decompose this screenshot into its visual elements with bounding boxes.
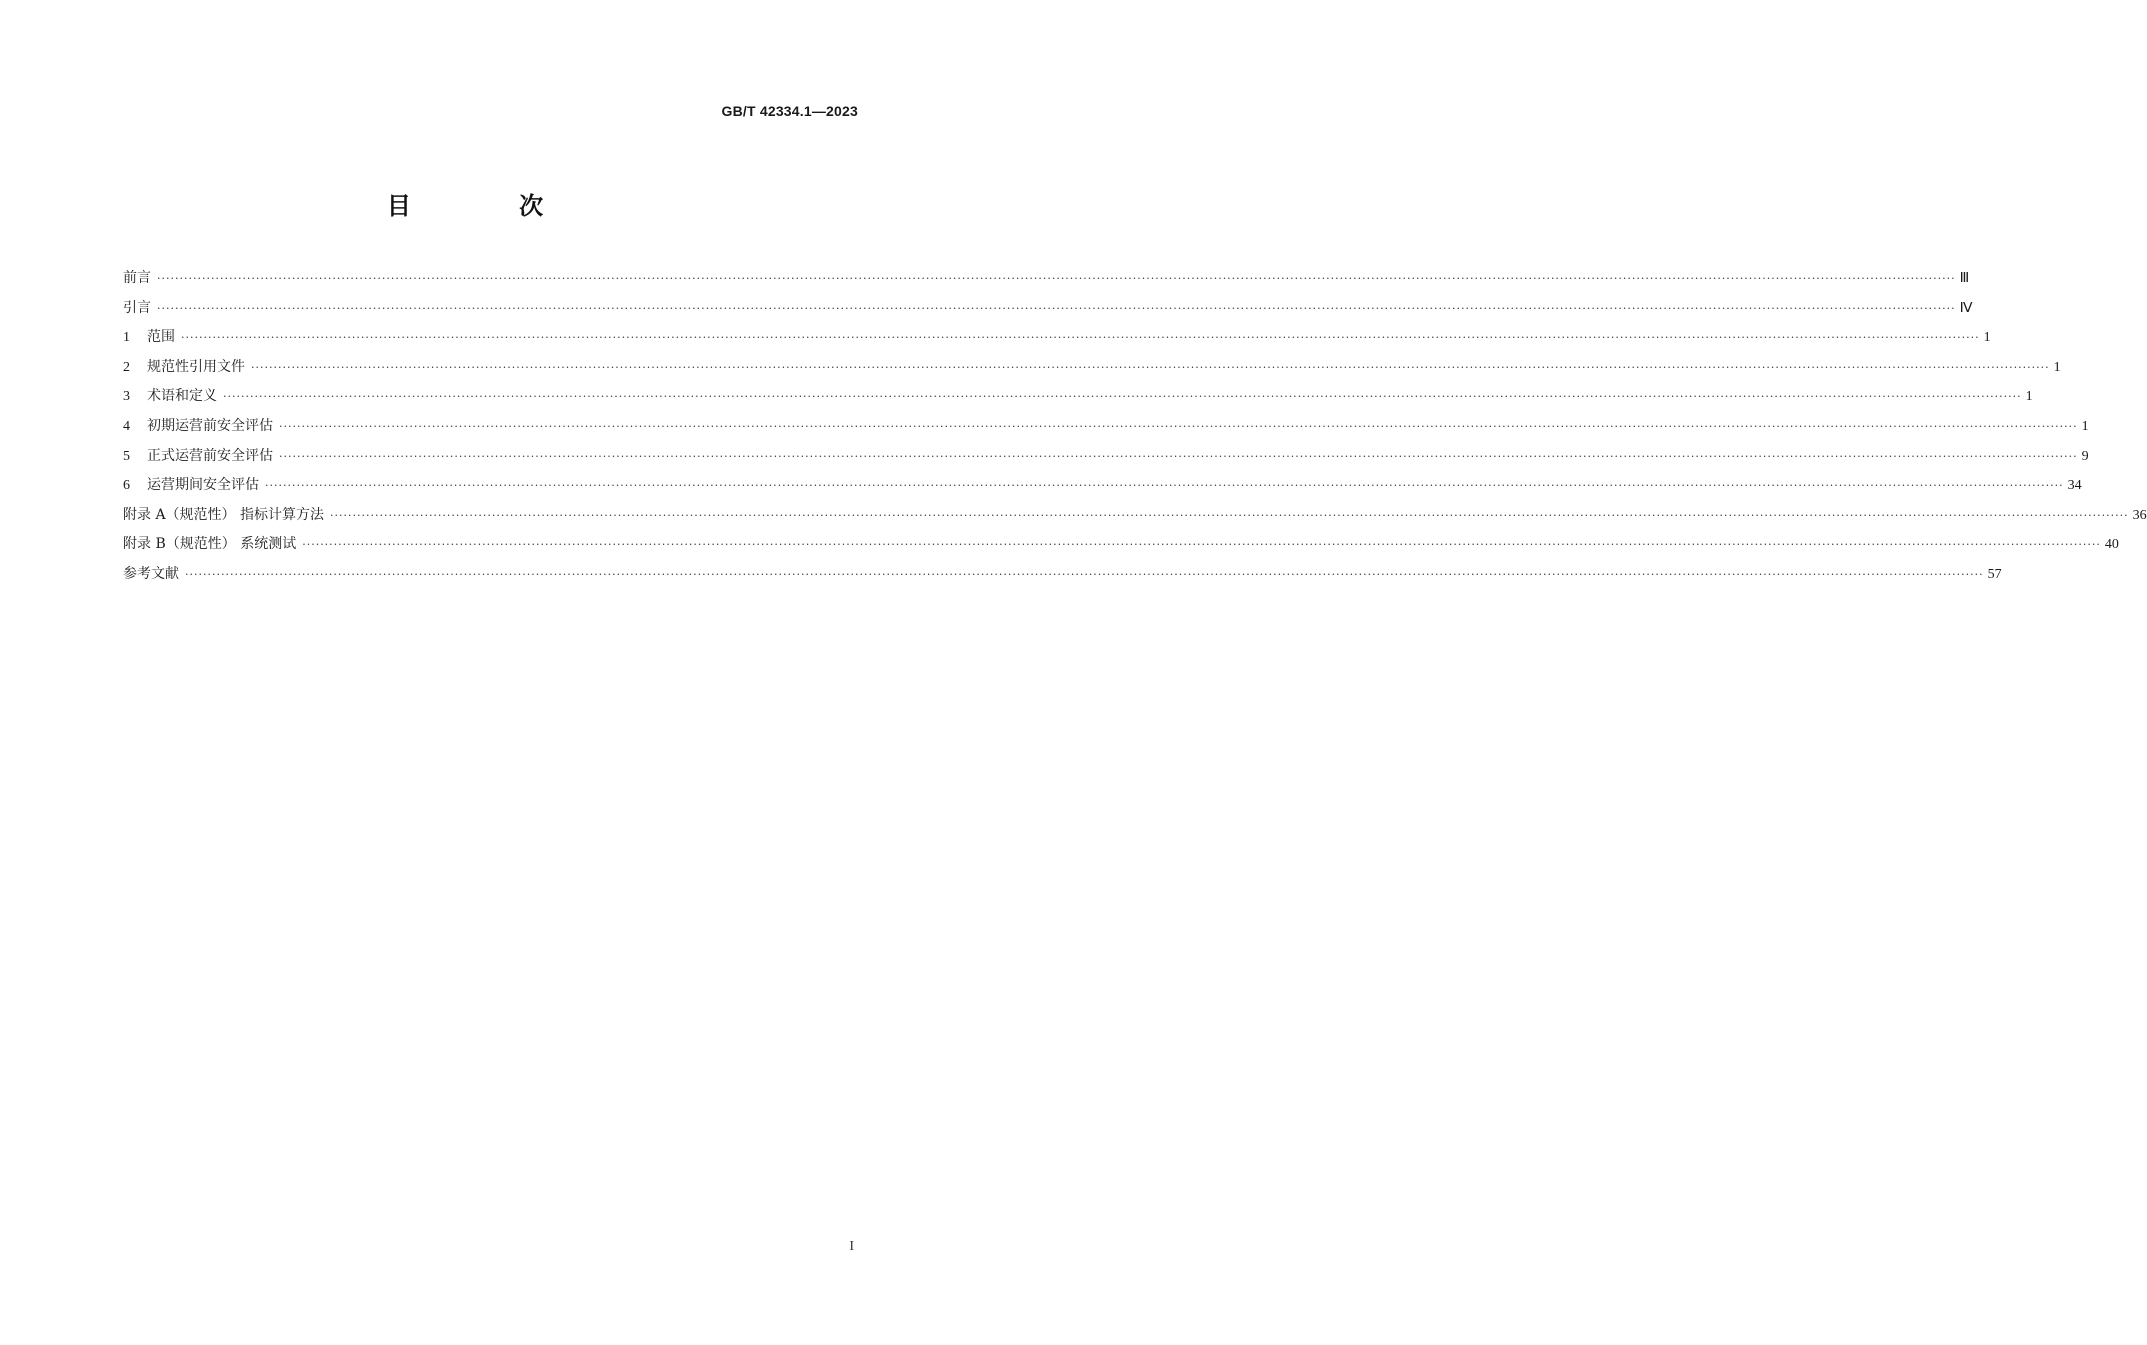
toc-entry-label: 规范性引用文件 [147, 358, 245, 375]
toc-entry-page: Ⅳ [1959, 300, 1973, 316]
toc-entry-label: 运营期间安全评估 [147, 477, 259, 494]
toc-entry-label: 初期运营前安全评估 [147, 417, 273, 434]
toc-entry-label: 附录 B（规范性） 系统测试 [123, 536, 297, 553]
toc-leader-dots: ················································································································································································································································································································································································································ [279, 419, 2078, 433]
toc-entry-2[interactable] [123, 353, 2061, 383]
toc-entry-label: 参考文献 [123, 565, 179, 582]
toc-leader-dots: ················································································································································································································································································································································································································ [181, 331, 1980, 345]
toc-leader-dots: ················································································································································································································································································································································································································ [265, 479, 2064, 493]
toc-entry-5[interactable] [123, 442, 2089, 472]
toc-entry-label: 术语和定义 [147, 388, 217, 405]
toc-leader-dots: ················································································································································································································································································································································································································ [330, 508, 2129, 522]
toc-entry-appendix-a[interactable] [123, 501, 2147, 531]
toc-leader-dots: ················································································································································································································································································································································································································ [157, 272, 1956, 285]
toc-entry-label: 引言 [123, 299, 151, 316]
toc-entry-page: 1 [2053, 359, 2061, 375]
toc-entry-number: 3 [123, 389, 130, 405]
toc-leader-dots: ················································································································································································································································································································································································································ [251, 360, 2050, 374]
toc-entry-references[interactable] [123, 560, 2002, 590]
page-number: I [849, 1239, 854, 1254]
toc-entry-page: 34 [2067, 478, 2082, 494]
toc-leader-dots: ················································································································································································································································································································································································································ [302, 538, 2101, 552]
toc-entry-label: 正式运营前安全评估 [147, 447, 273, 464]
toc-entry-number: 1 [123, 330, 130, 346]
standard-code: GB/T 42334.1—2023 [721, 103, 858, 119]
page-title: 目 次 [386, 192, 594, 220]
toc-entry-1[interactable] [123, 323, 1991, 353]
toc-entry-number: 5 [123, 448, 130, 464]
toc-leader-dots: ················································································································································································································································································································································································································ [223, 390, 2022, 404]
toc-leader-dots: ················································································································································································································································································································································································································ [157, 301, 1956, 315]
toc-entry-page: Ⅲ [1959, 271, 1970, 286]
toc-entry-3[interactable] [123, 382, 2033, 412]
toc-entry-page: 1 [2081, 418, 2089, 434]
toc-entry-appendix-b[interactable] [123, 530, 2119, 560]
toc-leader-dots: ················································································································································································································································································································································································································ [185, 567, 1984, 581]
toc-entry-foreword[interactable] [123, 264, 1970, 294]
toc-entry-label: 前言 [123, 270, 151, 286]
toc-leader-dots: ················································································································································································································································································································································································································ [279, 449, 2078, 463]
toc-entry-number: 4 [123, 418, 130, 434]
toc-entry-label: 附录 A（规范性） 指标计算方法 [123, 506, 325, 523]
toc-entry-label: 范围 [147, 329, 175, 346]
toc-entry-page: 1 [1983, 330, 1991, 346]
toc-entry-page: 36 [2132, 507, 2147, 523]
toc-entry-4[interactable] [123, 412, 2089, 442]
toc-entry-page: 1 [2025, 389, 2033, 405]
toc-entry-6[interactable] [123, 471, 2082, 501]
toc-entry-number: 2 [123, 359, 130, 375]
toc-entry-page: 57 [1987, 566, 2002, 582]
toc-entry-introduction[interactable] [123, 294, 1973, 324]
toc-entry-number: 6 [123, 478, 130, 494]
toc-entry-page: 9 [2081, 448, 2089, 464]
toc-entry-page: 40 [2104, 537, 2119, 553]
table-of-contents [123, 264, 2147, 590]
